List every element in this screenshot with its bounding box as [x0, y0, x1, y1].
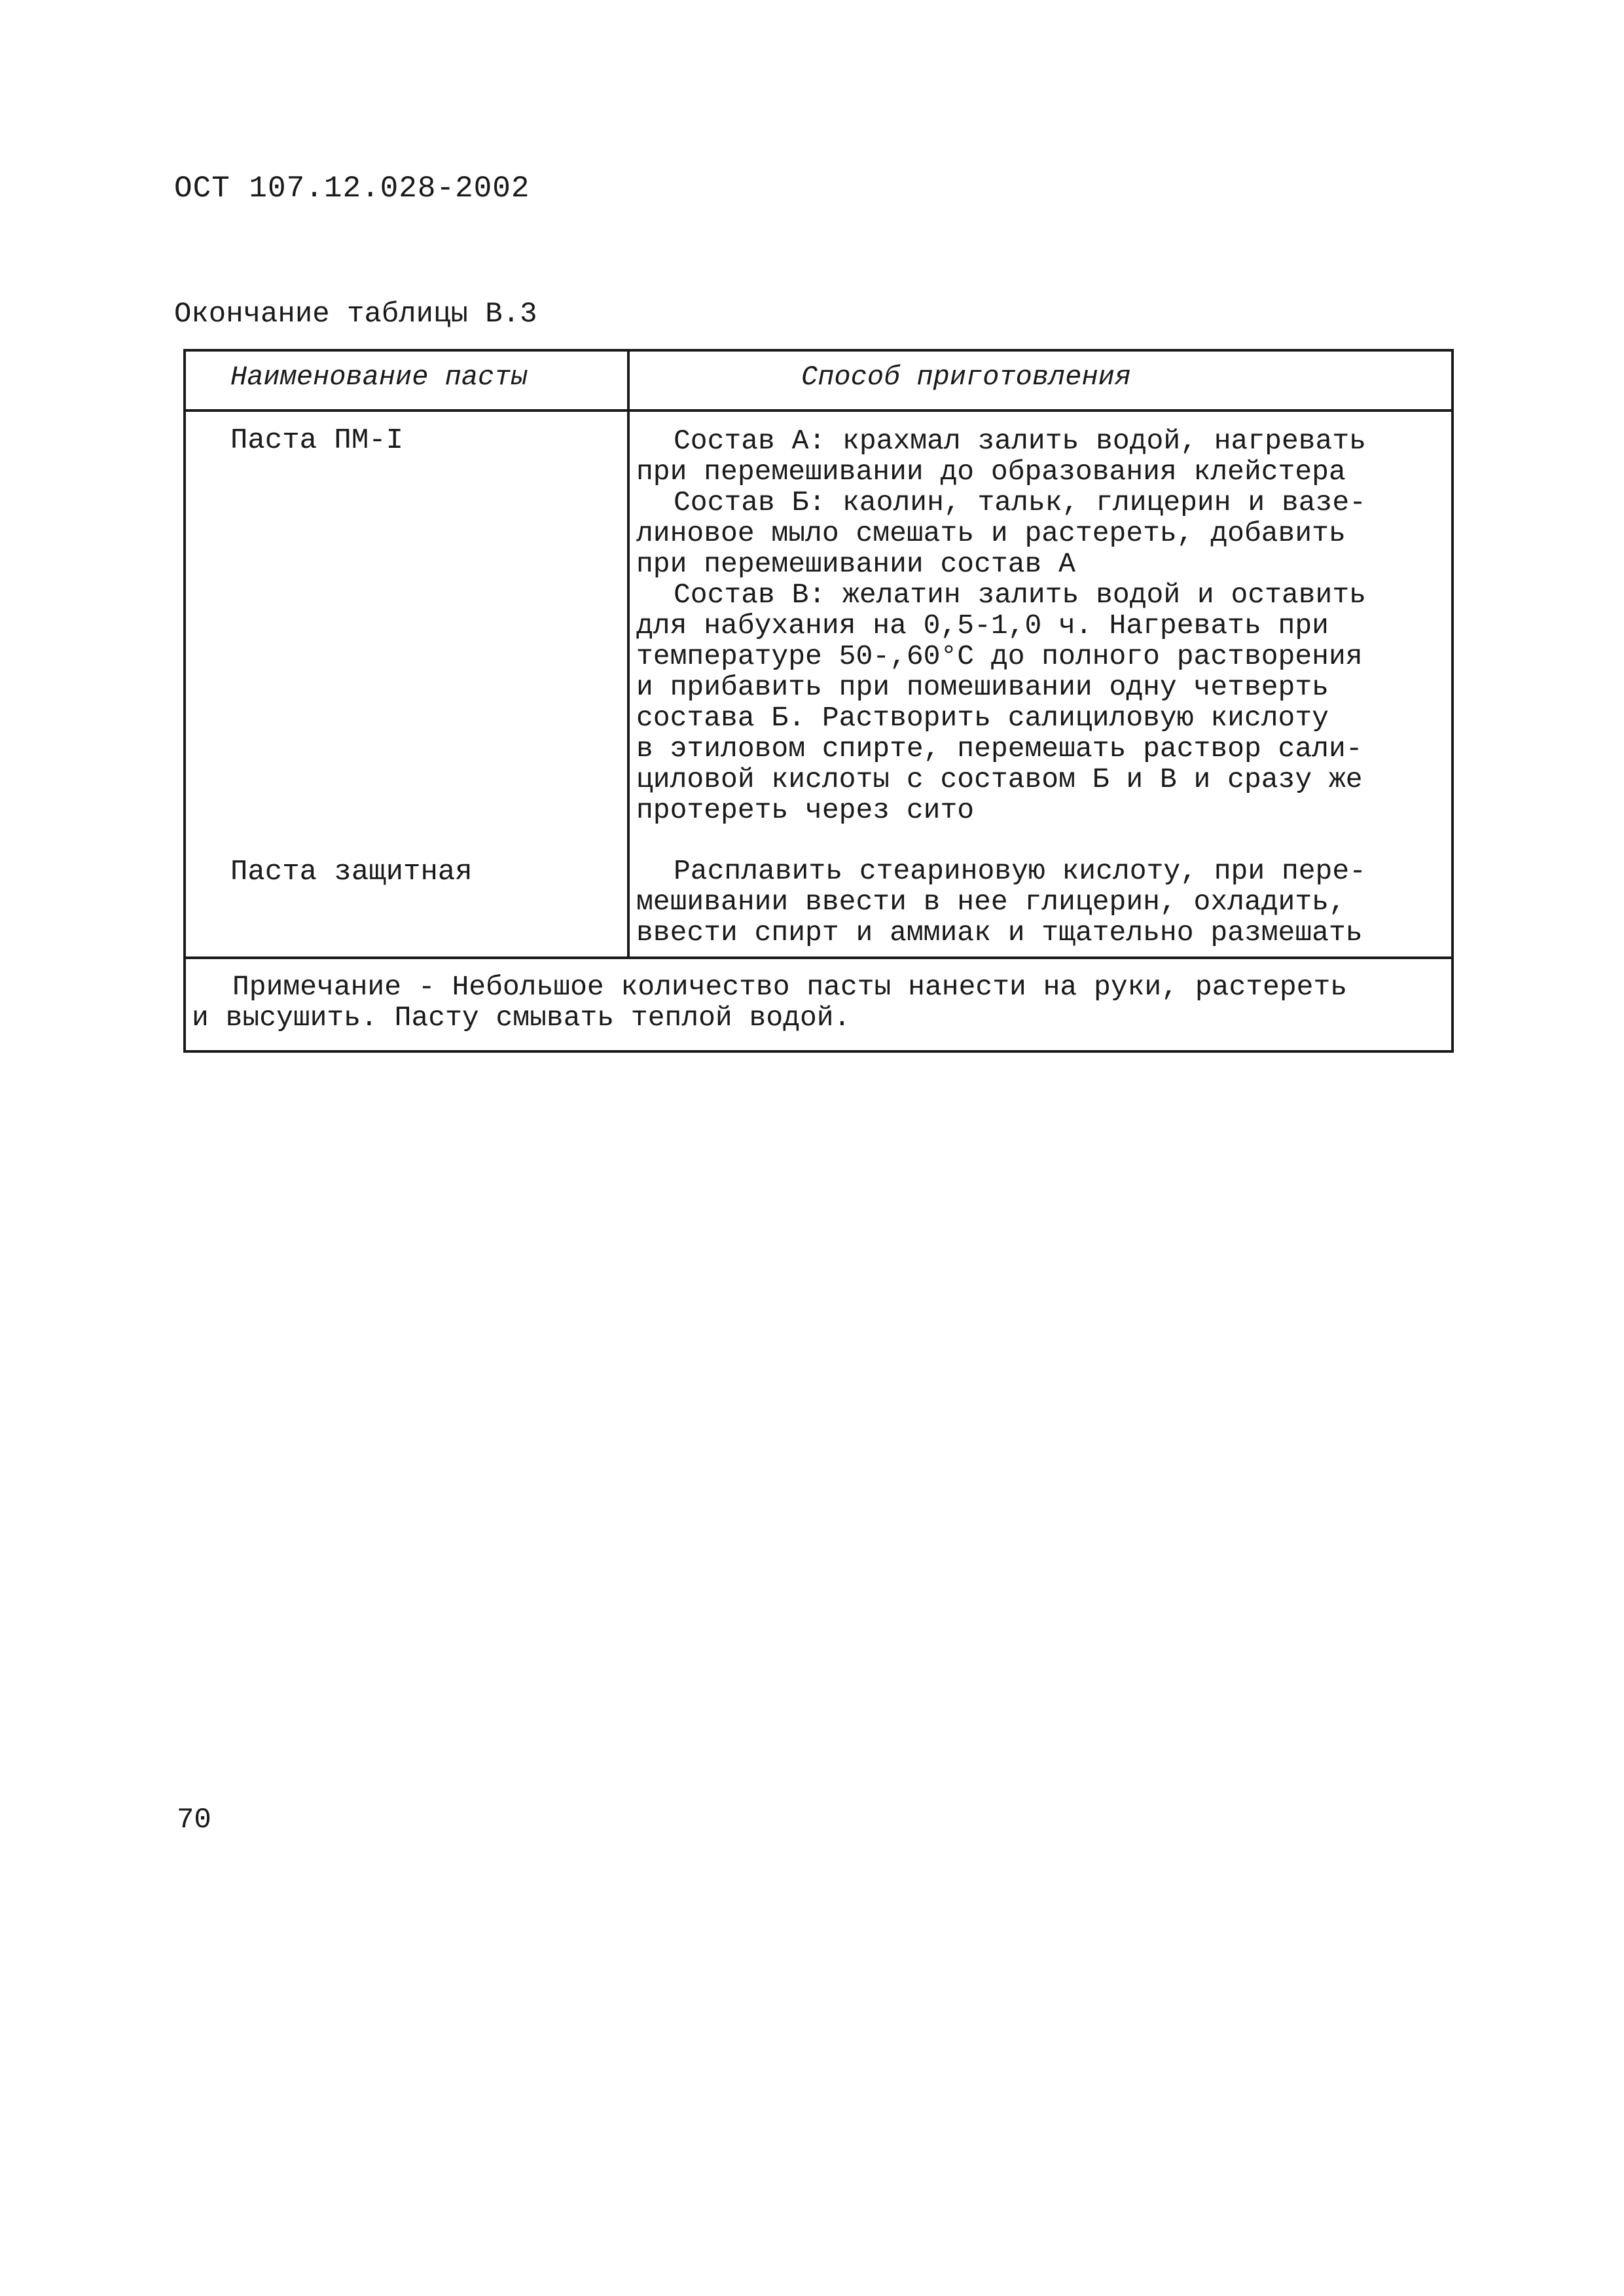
page-number: 70 — [177, 1804, 211, 1836]
table-note-divider — [183, 957, 1454, 959]
column-header-paste-name: Наименование пасты — [230, 361, 528, 393]
method-line: и прибавить при помешивании одну четверть — [636, 671, 1329, 703]
method-line: при перемешивании состав А — [636, 548, 1075, 580]
method-line: Состав В: желатин залить водой и оставить — [674, 579, 1366, 611]
table-column-divider — [627, 349, 630, 958]
method-line: Расплавить стеариновую кислоту, при пере- — [674, 855, 1366, 887]
row-protective-paste-method — [636, 856, 1445, 948]
method-line: Состав Б: каолин, тальк, глицерин и вазе- — [674, 486, 1366, 519]
method-line: температуре 50-,60°С до полного растворения — [636, 640, 1363, 672]
table-header-divider — [183, 409, 1454, 412]
method-line: в этиловом спирте, перемешать раствор сали- — [636, 733, 1363, 765]
method-line: Состав А: крахмал залить водой, нагревать — [674, 425, 1366, 457]
table-caption: Окончание таблицы В.3 — [174, 298, 537, 331]
row-paste-pm-name: Паста ПМ-I — [230, 424, 404, 457]
row-paste-pm-method — [636, 426, 1445, 826]
column-header-preparation-method: Способ приготовления — [801, 361, 1132, 393]
method-line: циловой кислоты с составом Б и В и сразу же — [636, 763, 1363, 795]
method-line: при перемешивании до образования клейстера — [636, 456, 1346, 488]
method-line: мешивании ввести в нее глицерин, охладить, — [636, 886, 1346, 918]
method-line: состава Б. Растворить салициловую кислоту — [636, 702, 1329, 734]
method-line: для набухания на 0,5-1,0 ч. Нагревать при — [636, 610, 1329, 642]
row-protective-paste-name: Паста защитная — [230, 856, 473, 888]
note-line: Примечание - Небольшое количество пасты нанести на руки, растереть — [232, 971, 1348, 1003]
table-note — [192, 972, 1449, 1033]
method-line: линовое мыло смешать и растереть, добавить — [636, 517, 1346, 549]
method-line: протереть через сито — [636, 794, 975, 826]
note-line: и высушить. Пасту смывать теплой водой. — [192, 1002, 851, 1034]
method-line: ввести спирт и аммиак и тщательно размешать — [636, 917, 1363, 949]
document-code: ОСТ 107.12.028-2002 — [174, 172, 530, 206]
